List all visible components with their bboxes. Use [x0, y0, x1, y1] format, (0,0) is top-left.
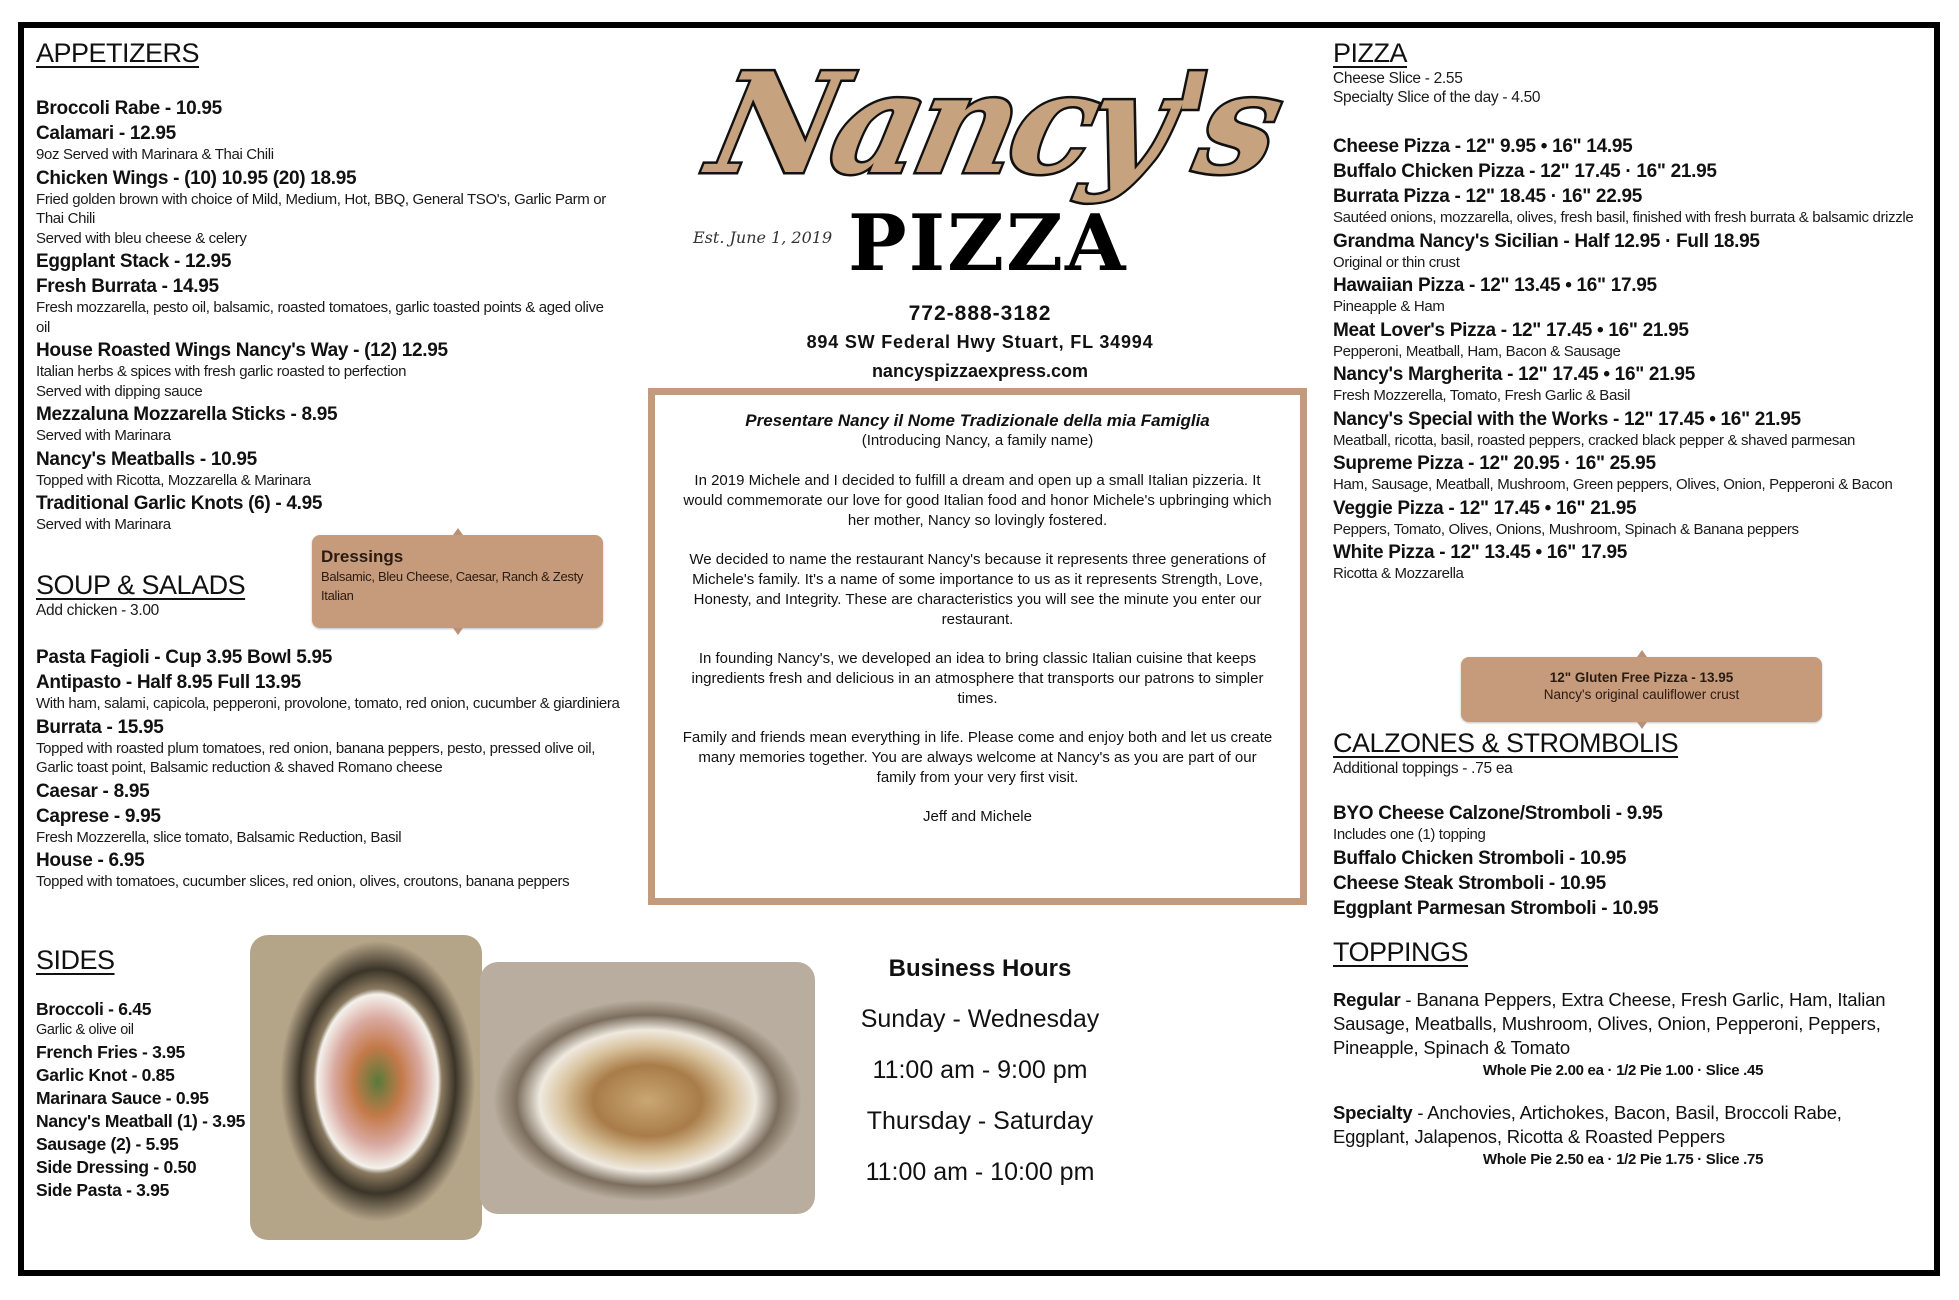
menu-item-description: Sautéed onions, mozzarella, olives, fresh basil, finished with fresh burrata & balsamic drizzle — [1333, 209, 1914, 226]
regular-list: - Banana Peppers, Extra Cheese, Fresh Garlic, Ham, Italian Sausage, Meatballs, Mushroom, Olives, Onion, Pepperoni, Peppers, Pineapple, Spinach & Tomato — [1333, 989, 1886, 1058]
menu-item-name: Eggplant Parmesan Stromboli - 10.95 — [1333, 897, 1659, 919]
menu-item-name: Cheese Pizza - 12" 9.95 • 16" 14.95 — [1333, 136, 1633, 157]
menu-item-description: Fresh Mozzerella, Tomato, Fresh Garlic & Basil — [1333, 387, 1631, 404]
hours-time-2: 11:00 am - 10:00 pm — [865, 1158, 1095, 1186]
hours-days-1: Sunday - Wednesday — [860, 1005, 1100, 1033]
menu-item-name: Nancy's Special with the Works - 12" 17.45 • 16" 21.95 — [1333, 408, 1801, 430]
menu-item-name: Mezzaluna Mozzarella Sticks - 8.95 — [36, 404, 338, 425]
menu-item-description: Meatball, ricotta, basil, roasted peppers, cracked black pepper & shaved parmesan — [1333, 431, 1855, 449]
section-title-soup-salads: SOUP & SALADS — [36, 570, 246, 600]
soup-salads-section — [36, 570, 626, 892]
menu-item-description: Includes one (1) topping — [1333, 826, 1486, 843]
menu-item-name: Cheese Steak Stromboli - 10.95 — [1333, 872, 1606, 894]
sides-section — [36, 945, 266, 1202]
menu-item-name: Broccoli Rabe - 10.95 — [36, 98, 222, 119]
hours-time-1: 11:00 am - 9:00 pm — [872, 1056, 1088, 1084]
menu-item-name: Nancy's Margherita - 12" 17.45 • 16" 21.95 — [1333, 364, 1695, 385]
menu-item-description: Peppers, Tomato, Olives, Onions, Mushroom, Spinach & Banana peppers — [1333, 520, 1799, 538]
add-chicken-note: Add chicken - 3.00 — [36, 602, 159, 619]
menu-item-description: Fresh Mozzerella, slice tomato, Balsamic Reduction, Basil — [36, 828, 402, 846]
menu-item-name: Hawaiian Pizza - 12" 13.45 • 16" 17.95 — [1333, 275, 1657, 296]
story-paragraph: We decided to name the restaurant Nancy's because it represents three generations of Michele's family. It's a name of some importance to us as it represents Strength, Love, Honesty, and Integrity. These are characteristics you will see the minute you enter our restaurant. — [689, 551, 1266, 628]
menu-item-name: Antipasto - Half 8.95 Full 13.95 — [36, 672, 301, 693]
menu-item-name: Broccoli - 6.45 — [36, 999, 152, 1019]
pizza-list — [1333, 135, 1923, 584]
menu-item-description: Original or thin crust — [1333, 253, 1460, 271]
hours-title: Business Hours — [888, 955, 1072, 982]
story-title: Presentare Nancy il Nome Tradizionale della mia Famiglia — [745, 411, 1210, 430]
menu-item-name: Chicken Wings - (10) 10.95 (20) 18.95 — [36, 167, 357, 189]
garlic-knots-photo — [480, 962, 815, 1214]
specialty-label: Specialty — [1333, 1102, 1413, 1123]
website-link[interactable]: nancyspizzaexpress.com — [871, 361, 1089, 381]
menu-item-description: Ham, Sausage, Meatball, Mushroom, Green peppers, Olives, Onion, Pepperoni & Bacon — [1333, 476, 1893, 493]
menu-item-name: Traditional Garlic Knots (6) - 4.95 — [36, 493, 323, 514]
appetizers-section — [36, 38, 606, 535]
menu-item-name: Garlic Knot - 0.85 — [36, 1064, 175, 1085]
menu-item-name: Meat Lover's Pizza - 12" 17.45 • 16" 21.95 — [1333, 319, 1689, 341]
menu-item-description: Topped with tomatoes, cucumber slices, red onion, olives, croutons, banana peppers — [36, 873, 570, 890]
menu-item-description: 9oz Served with Marinara & Thai Chili — [36, 146, 274, 163]
menu-item-description: Served with dipping sauce — [36, 382, 203, 400]
menu-item-name: Eggplant Stack - 12.95 — [36, 251, 232, 272]
story-paragraph: Family and friends mean everything in life. Please come and enjoy both and let us create many memories together. You are always welcome at Nancy's as you are part of our family from your very first visit. — [682, 729, 1273, 786]
menu-item-description: Served with Marinara — [36, 516, 171, 533]
calzones-list — [1333, 802, 1923, 920]
story-signature: Jeff and Michele — [923, 808, 1032, 825]
menu-item-description: Served with bleu cheese & celery — [36, 229, 247, 247]
specialty-list: - Anchovies, Artichokes, Bacon, Basil, Broccoli Rabe, Eggplant, Jalapenos, Ricotta & Roasted Peppers — [1333, 1102, 1842, 1147]
menu-item-name: Burrata Pizza - 12" 18.45 · 16" 22.95 — [1333, 186, 1642, 207]
menu-item-name: Grandma Nancy's Sicilian - Half 12.95 · Full 18.95 — [1333, 230, 1760, 252]
menu-item-description: Garlic & olive oil — [36, 1022, 134, 1038]
address: 894 SW Federal Hwy Stuart, FL 34994 — [806, 332, 1154, 352]
sides-list — [36, 998, 266, 1202]
specialty-topping-price: Whole Pie 2.50 ea · 1/2 Pie 1.75 · Slice .75 — [1482, 1151, 1764, 1168]
specialty-toppings — [1333, 1101, 1913, 1149]
gluten-free-callout — [1461, 657, 1822, 722]
menu-item-name: Supreme Pizza - 12" 20.95 · 16" 25.95 — [1333, 453, 1656, 474]
hours-days-2: Thursday - Saturday — [866, 1107, 1094, 1135]
menu-item-name: Side Dressing - 0.50 — [36, 1156, 197, 1177]
regular-label: Regular — [1333, 989, 1401, 1010]
menu-item-name: Calamari - 12.95 — [36, 123, 176, 144]
menu-item-description: Pineapple & Ham — [1333, 298, 1445, 315]
story-subtitle: (Introducing Nancy, a family name) — [861, 432, 1094, 449]
menu-item-name: Sausage (2) - 5.95 — [36, 1133, 179, 1154]
established-date: Est. June 1, 2019 — [693, 228, 833, 247]
menu-item-name: French Fries - 3.95 — [36, 1041, 185, 1062]
phone-number[interactable]: 772-888-3182 — [908, 302, 1052, 325]
antipasto-salad-photo — [250, 935, 482, 1240]
menu-item-name: Marinara Sauce - 0.95 — [36, 1087, 209, 1108]
pizza-section — [1333, 38, 1923, 584]
calzones-section — [1333, 728, 1923, 920]
section-title-toppings: TOPPINGS — [1333, 937, 1469, 967]
menu-item-description: Fresh mozzarella, pesto oil, balsamic, roasted tomatoes, garlic toasted points & aged olive oil — [36, 299, 604, 336]
menu-item-name: Caprese - 9.95 — [36, 805, 161, 827]
logo-pizza-word: PIZZA — [848, 198, 1128, 289]
menu-item-name: Veggie Pizza - 12" 17.45 • 16" 21.95 — [1333, 497, 1637, 519]
business-hours — [830, 955, 1130, 1187]
menu-item-description: With ham, salami, capicola, pepperoni, provolone, tomato, red onion, cucumber & giardiniera — [36, 695, 620, 712]
slice-price: Cheese Slice - 2.55 — [1333, 70, 1463, 87]
section-title-pizza: PIZZA — [1333, 38, 1408, 68]
menu-item-description: Pepperoni, Meatball, Ham, Bacon & Sausage — [1333, 342, 1621, 360]
section-title-appetizers: APPETIZERS — [36, 38, 200, 68]
menu-item-name: Nancy's Meatball (1) - 3.95 — [36, 1110, 246, 1131]
story-paragraph: In founding Nancy's, we developed an idea to bring classic Italian cuisine that keeps ingredients fresh and delicious in an atmosphere that transports our patrons to simpler times. — [691, 650, 1264, 707]
menu-item-name: BYO Cheese Calzone/Stromboli - 9.95 — [1333, 803, 1663, 824]
appetizers-list — [36, 97, 606, 535]
gluten-free-line1: 12" Gluten Free Pizza - 13.95 — [1549, 670, 1734, 685]
menu-item-description: Ricotta & Mozzarella — [1333, 565, 1464, 582]
menu-item-name: House Roasted Wings Nancy's Way - (12) 12.95 — [36, 340, 448, 361]
menu-item-description: Served with Marinara — [36, 427, 171, 444]
slice-price: Specialty Slice of the day - 4.50 — [1333, 89, 1541, 106]
regular-topping-price: Whole Pie 2.00 ea · 1/2 Pie 1.00 · Slice .45 — [1482, 1062, 1764, 1079]
gluten-free-line2: Nancy's original cauliflower crust — [1543, 687, 1740, 702]
menu-item-name: Buffalo Chicken Stromboli - 10.95 — [1333, 847, 1627, 869]
menu-item-name: Pasta Fagioli - Cup 3.95 Bowl 5.95 — [36, 647, 332, 668]
logo-nancys-script: Nancy's — [697, 42, 1291, 205]
menu-item-description: Fried golden brown with choice of Mild, Medium, Hot, BBQ, General TSO's, Garlic Parm or Thai Chili — [36, 190, 606, 227]
additional-toppings-note: Additional toppings - .75 ea — [1333, 760, 1513, 777]
menu-item-name: White Pizza - 12" 13.45 • 16" 17.95 — [1333, 542, 1628, 563]
menu-item-description: Topped with Ricotta, Mozzarella & Marinara — [36, 471, 311, 489]
toppings-section — [1333, 937, 1913, 1168]
menu-item-name: Burrata - 15.95 — [36, 716, 164, 738]
story-paragraph: In 2019 Michele and I decided to fulfill a dream and open up a small Italian pizzeria. It would commemorate our love for good Italian food and honor Michele's upbringing which her mother, Nancy so lovingly fostered. — [683, 472, 1272, 529]
menu-item-name: Caesar - 8.95 — [36, 780, 150, 802]
family-story-box — [648, 388, 1307, 905]
dressings-text: Balsamic, Bleu Cheese, Caesar, Ranch & Zesty Italian — [321, 569, 584, 603]
menu-item-name: Nancy's Meatballs - 10.95 — [36, 448, 257, 470]
dressings-title: Dressings — [321, 547, 404, 566]
regular-toppings — [1333, 988, 1913, 1060]
menu-item-name: House - 6.95 — [36, 850, 145, 871]
menu-item-name: Side Pasta - 3.95 — [36, 1179, 170, 1200]
section-title-calzones: CALZONES & STROMBOLIS — [1333, 728, 1679, 758]
menu-item-description: Italian herbs & spices with fresh garlic roasted to perfection — [36, 363, 407, 380]
menu-item-description: Topped with roasted plum tomatoes, red onion, banana peppers, pesto, pressed olive oil, Garlic toast point, Balsamic reduction & shaved Romano cheese — [36, 739, 596, 776]
soup-salads-list — [36, 646, 626, 892]
menu-item-name: Fresh Burrata - 14.95 — [36, 276, 219, 297]
menu-item-name: Buffalo Chicken Pizza - 12" 17.45 · 16" 21.95 — [1333, 161, 1717, 182]
section-title-sides: SIDES — [36, 945, 115, 975]
